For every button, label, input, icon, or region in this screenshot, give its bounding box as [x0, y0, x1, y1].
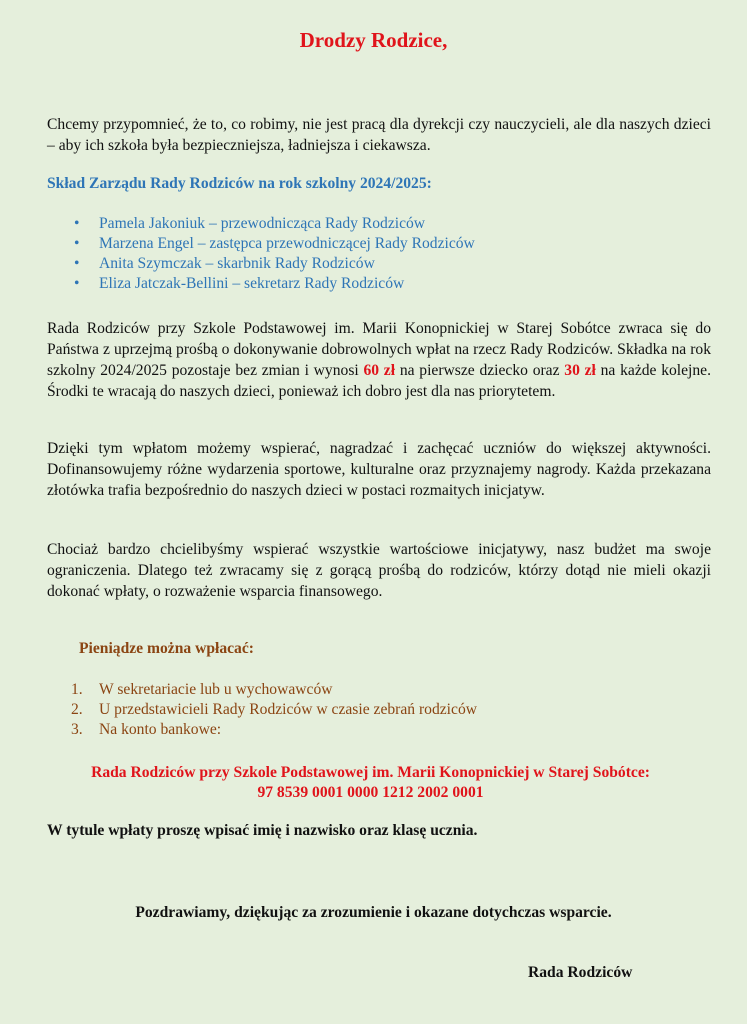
bank-account-number: 97 8539 0001 0000 1212 2002 0001	[257, 784, 484, 801]
contribution-text: Rada Rodziców przy Szkole Podstawowej im. Marii Konopnickiej w Starej Sobótce zwraca się do Państwa z uprzejmą prośbą o dokonywanie dobrowolnych wpłat na rzecz Rady Rodziców. Składka na rok szkolny 2024/2025 pozostaje bez zmian i wynosi	[47, 320, 711, 379]
payment-options-list	[47, 680, 477, 740]
board-member-item: • Eliza Jatczak-Bellini – sekretarz Rady Rodziców	[47, 274, 475, 294]
board-member-item: • Pamela Jakoniuk – przewodnicząca Rady Rodziców	[47, 214, 475, 234]
payment-option-label: W sekretariacie lub u wychowawców	[99, 681, 333, 698]
bank-recipient: Rada Rodziców przy Szkole Podstawowej im. Marii Konopnickiej w Starej Sobótce:	[91, 764, 650, 781]
payment-heading: Pieniądze można wpłacać:	[79, 640, 254, 657]
closing-greeting: Pozdrawiamy, dziękując za zrozumienie i okazane dotychczas wsparcie.	[135, 904, 612, 921]
payment-option-number: 1.	[71, 681, 83, 698]
support-paragraph: Dzięki tym wpłatom możemy wspierać, nagradzać i zachęcać uczniów do większej aktywności. Dofinansowujemy różne wydarzenia sportowe, kulturalne oraz przyznajemy nagrody. Każda przekazana złotówka trafia bezpośrednio do naszych dzieci w postaci rozmaitych inicjatyw.	[47, 440, 711, 499]
next-child-amount: 30 zł	[564, 362, 596, 379]
contribution-paragraph	[47, 318, 711, 402]
payment-option-item	[47, 720, 477, 740]
budget-paragraph: Chociaż bardzo chcielibyśmy wspierać wszystkie wartościowe inicjatywy, nasz budżet ma swoje ograniczenia. Dlatego też zwracamy się z gorącą prośbą do rodziców, którzy dotąd nie mieli okazji dokonać wpłaty, o rozważenie wsparcia finansowego.	[47, 541, 711, 600]
board-member-item: • Anita Szymczak – skarbnik Rady Rodziców	[47, 254, 475, 274]
payment-option-item	[47, 680, 477, 700]
payment-option-label: U przedstawicieli Rady Rodziców w czasie zebrań rodziców	[99, 701, 477, 718]
payment-option-item	[47, 700, 477, 720]
letter-title: Drodzy Rodzice,	[299, 28, 448, 52]
board-members-list	[47, 214, 475, 294]
board-member-item: • Marzena Engel – zastępca przewodniczącej Rady Rodziców	[47, 234, 475, 254]
signature: Rada Rodziców	[528, 964, 633, 981]
contribution-text: na pierwsze dziecko oraz	[395, 362, 565, 379]
payment-option-label: Na konto bankowe:	[99, 721, 222, 738]
board-heading: Skład Zarządu Rady Rodziców na rok szkolny 2024/2025:	[47, 175, 432, 192]
first-child-amount: 60 zł	[363, 362, 396, 379]
bank-details	[0, 763, 747, 803]
payment-option-number: 2.	[71, 701, 83, 718]
transfer-title-note: W tytule wpłaty proszę wpisać imię i nazwisko oraz klasę ucznia.	[47, 822, 478, 839]
intro-paragraph: Chcemy przypomnieć, że to, co robimy, nie jest pracą dla dyrekcji czy nauczycieli, ale dla naszych dzieci – aby ich szkoła była bezpieczniejsza, ładniejsza i ciekawsza.	[47, 116, 711, 154]
contribution-text: na każde kolejne. Środki te wracają do naszych dzieci, ponieważ ich dobro jest dla nas priorytetem.	[47, 362, 712, 400]
payment-option-number: 3.	[71, 721, 83, 738]
